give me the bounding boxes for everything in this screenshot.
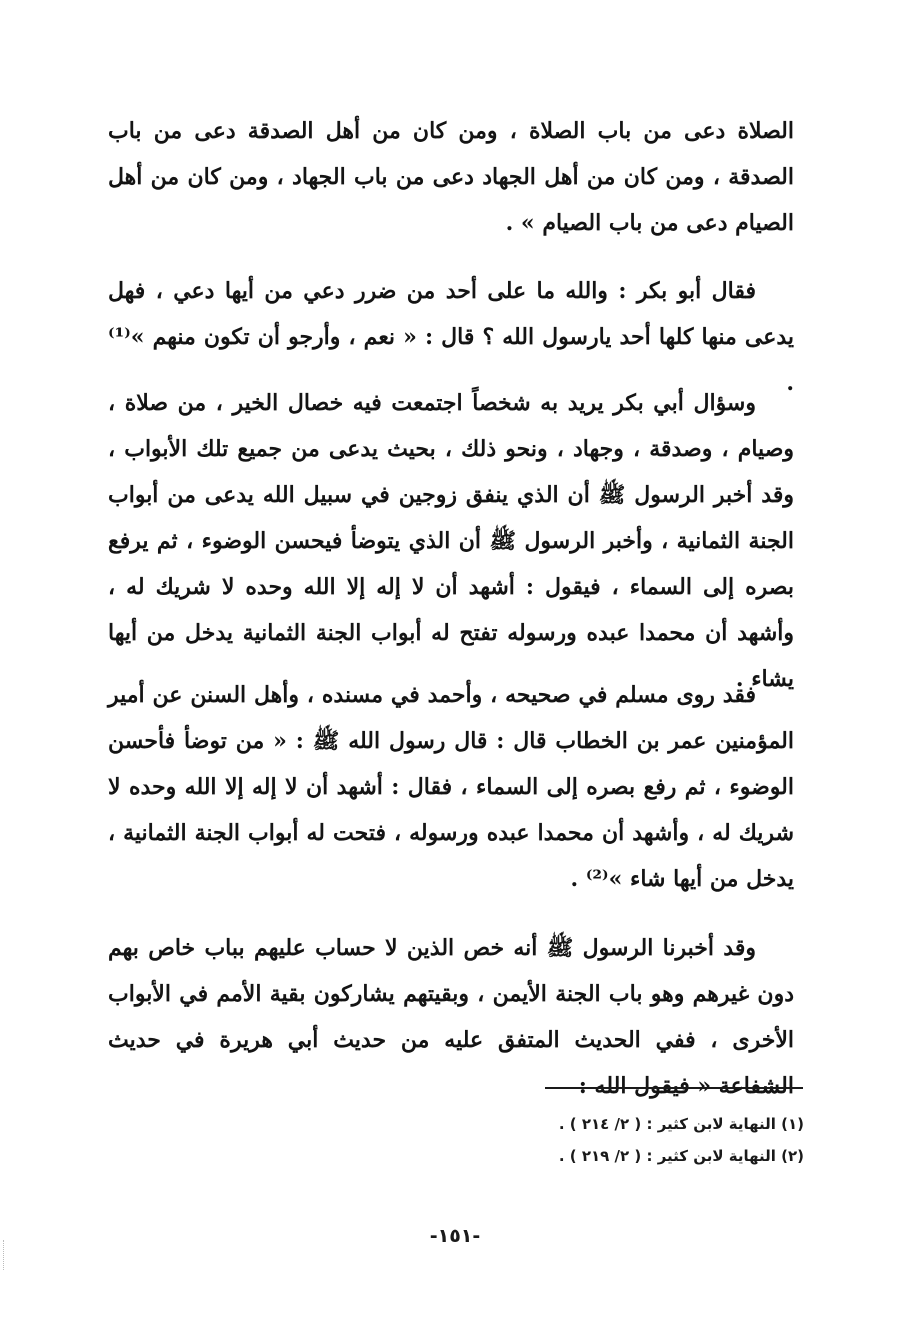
footnote-1: (١) النهاية لابن كثير : ( ٢/ ٢١٤ ) . [558, 1115, 804, 1133]
paragraph-4 [108, 672, 794, 902]
scan-edge-mark [3, 1240, 6, 1270]
footnote-2: (٢) النهاية لابن كثير : ( ٢/ ٢١٩ ) . [558, 1147, 804, 1165]
page-number: -١٥١- [429, 1225, 481, 1247]
paragraph-1-text: الصلاة دعى من باب الصلاة ، ومن كان من أهل الصدقة دعى من باب الصدقة ، ومن كان من أهل الجهاد دعى من باب الجهاد ، ومن كان من أهل الصيام دعى من باب الصيام » . [108, 118, 794, 236]
footnote-divider [545, 1087, 803, 1089]
paragraph-5 [108, 925, 794, 1109]
paragraph-4-text: فقد روى مسلم في صحيحه ، وأحمد في مسنده ، وأهل السنن عن أمير المؤمنين عمر بن الخطاب قال : قال رسول الله ﷺ : « من توضأ فأحسن الوضوء ، ثم رفع بصره إلى السماء ، فقال : أشهد أن لا إله إلا الله وحده لا شريك له ، وأشهد أن محمدا عبده ورسوله ، فتحت له أبواب الجنة الثمانية ، يدخل من أيها شاء »⁽²⁾ . [108, 682, 794, 892]
paragraph-2-text: فقال أبو بكر : والله ما على أحد من ضرر دعي من أيها دعي ، فهل يدعى منها كلها أحد يارسول الله ؟ قال : « نعم ، وأرجو أن تكون منهم »⁽¹⁾ . [108, 278, 794, 396]
paragraph-3 [108, 380, 794, 702]
paragraph-1 [108, 108, 794, 246]
paragraph-5-text: وقد أخبرنا الرسول ﷺ أنه خص الذين لا حساب عليهم بباب خاص بهم دون غيرهم وهو باب الجنة الأيمن ، وبقيتهم يشاركون بقية الأمم في الأبواب الأخرى ، ففي الحديث المتفق عليه من حديث أبي هريرة في حديث الشفاعة « فيقول الله : [108, 935, 794, 1099]
paragraph-3-text: وسؤال أبي بكر يريد به شخصاً اجتمعت فيه خصال الخير ، من صلاة ، وصيام ، وصدقة ، وجهاد ، ونحو ذلك ، بحيث يدعى من جميع تلك الأبواب ، وقد أخبر الرسول ﷺ أن الذي ينفق زوجين في سبيل الله يدعى من أبواب الجنة الثمانية ، وأخبر الرسول ﷺ أن الذي يتوضأ فيحسن الوضوء ، ثم يرفع بصره إلى السماء ، فيقول : أشهد أن لا إله إلا الله وحده لا شريك له ، وأشهد أن محمدا عبده ورسوله تفتح له أبواب الجنة الثمانية يدخل من أيها يشاء . [108, 390, 794, 692]
